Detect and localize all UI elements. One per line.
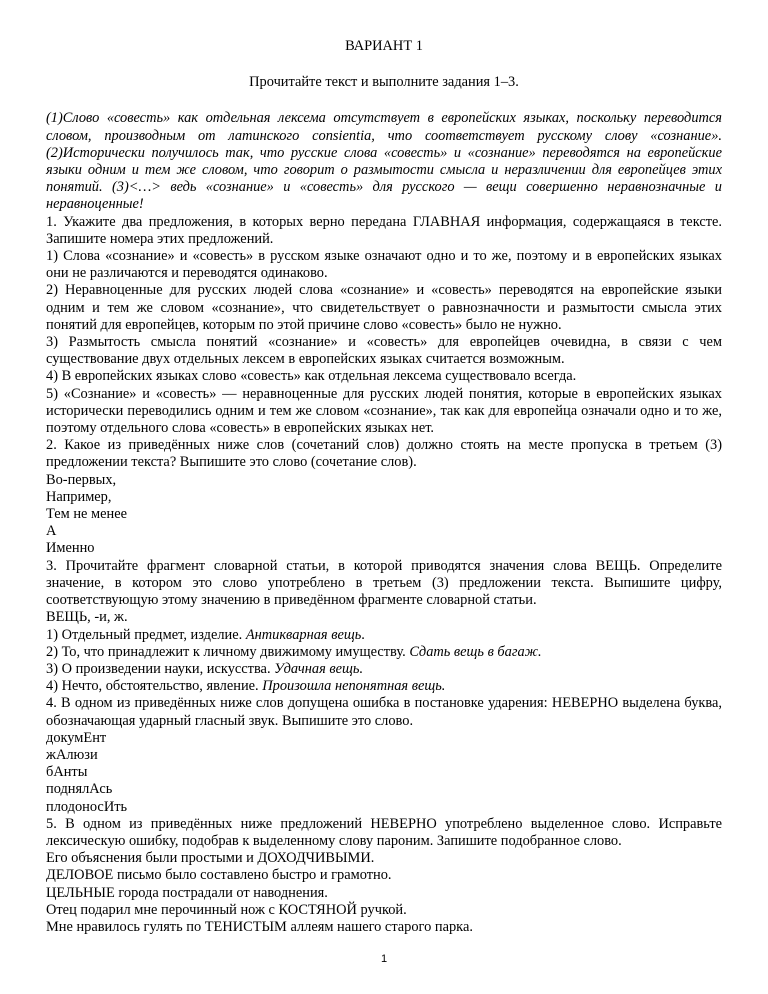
task-2-option: Например, (46, 488, 112, 505)
dictionary-meaning (46, 627, 722, 644)
task-4-word: бАнты (46, 764, 88, 781)
meaning-definition: 3) О произведении науки, искусства. (46, 660, 275, 677)
dictionary-meaning (46, 644, 722, 661)
dictionary-headword: ВЕЩЬ, -и, ж. (46, 609, 128, 626)
meaning-definition: 2) То, что принадлежит к личному движимому имуществу. (46, 643, 410, 660)
task-5-sentence: ЦЕЛЬНЫЕ города пострадали от наводнения. (46, 884, 328, 901)
task-1-option: 3) Размытость смысла понятий «сознание» и «совесть» для европейцев очевидна, в связи с чем существование двух отдельных лексем в европейских языках считается возможным. (46, 334, 722, 368)
meaning-definition: 1) Отдельный предмет, изделие. (46, 626, 246, 643)
task-4-word: докумЕнт (46, 729, 107, 746)
task-4-word: жАлюзи (46, 746, 98, 763)
task-2-option: А (46, 523, 57, 540)
task-2-question: 2. Какое из приведённых ниже слов (сочетаний слов) должно стоять на месте пропуска в третьем (3) предложении текста? Выпишите это слово (сочетание слов). (46, 437, 722, 471)
task-2-option: Во-первых, (46, 471, 117, 488)
task-1-option: 4) В европейских языках слово «совесть» как отдельная лексема существовало всегда. (46, 368, 577, 385)
dictionary-meaning (46, 661, 722, 678)
task-4-word: плодоносИть (46, 798, 128, 815)
task-2-option: Тем не менее (46, 506, 127, 523)
task-5-sentence: Мне нравилось гулять по ТЕНИСТЫМ аллеям нашего старого парка. (46, 918, 473, 935)
document-content (46, 38, 722, 936)
task-3-question: 3. Прочитайте фрагмент словарной статьи, в которой приводятся значения слова ВЕЩЬ. Определите значение, в котором это слово употреблено в третьем (3) предложении текста. Выпишите цифру, соответствующую этому значению в приведённом фрагменте словарной статьи. (46, 557, 722, 609)
task-1-option: 1) Слова «сознание» и «совесть» в русском языке означают одно и то же, поэтому и в европейских языках они не различаются и переводятся одинаково. (46, 248, 722, 282)
meaning-example: Антикварная вещь (245, 626, 362, 643)
meaning-example: Сдать вещь в багаж. (409, 643, 542, 660)
task-5-sentence: ДЕЛОВОЕ письмо было составлено быстро и грамотно. (46, 867, 392, 884)
task-1-option: 2) Неравноценные для русских людей слова «сознание» и «совесть» переводятся на европейские языки одним и тем же словом «сознание», что свидетельствует о равнозначности и размытости смысла этих понятий для европейцев, которым по этой причине слово «совесть» было не нужно. (46, 282, 722, 333)
meaning-example: Произошла непонятная вещь. (262, 678, 446, 695)
dictionary-meaning (46, 678, 722, 695)
task-1-option: 5) «Сознание» и «совесть» — неравноценные для русских людей понятия, которые в европейских языках исторически переводились одним и тем же словом «сознание», так как для европейца означали одно и то же, поэтому отдельного слова «совесть» в европейских языках нет. (46, 385, 722, 437)
meaning-definition: 4) Нечто, обстоятельство, явление. (46, 678, 263, 695)
task-5-question: 5. В одном из приведённых ниже предложений НЕВЕРНО употреблено выделенное слово. Исправьте лексическую ошибку, подобрав к выделенному слову пароним. Запишите подобранное слово. (46, 815, 722, 849)
task-4-question: 4. В одном из приведённых ниже слов допущена ошибка в постановке ударения: НЕВЕРНО выделена буква, обозначающая ударный гласный звук. Выпишите это слово. (46, 695, 722, 729)
task-5-sentence: Его объяснения были простыми и ДОХОДЧИВЫМИ. (46, 850, 375, 867)
task-2-option: Именно (46, 540, 95, 557)
task-4-word: поднялАсь (46, 781, 113, 798)
meaning-end: . (361, 626, 365, 643)
task-5-sentence: Отец подарил мне перочинный нож с КОСТЯНОЙ ручкой. (46, 901, 407, 918)
instruction-line: Прочитайте текст и выполните задания 1–3. (249, 74, 519, 91)
meaning-example: Удачная вещь. (274, 660, 364, 677)
source-text: (1)Слово «совесть» как отдельная лексема отсутствует в европейских языках, поскольку переводится словом, производным от латинского consientia, что соответствует русскому слову «сознание». (2)Исторически получилось так, что русские слова «совесть» и «сознание» переводятся на европейские языки одним и тем же словом, что говорит о размытости смысла и неразличении для европейцев этих понятий. (3)<…> ведь «сознание» и «совесть» для русского — вещи совершенно неравнозначные и неравноценные! (46, 110, 722, 213)
page-number: 1 (380, 953, 388, 965)
variant-title: ВАРИАНТ 1 (345, 38, 423, 54)
task-1-question: 1. Укажите два предложения, в которых верно передана ГЛАВНАЯ информация, содержащаяся в тексте. Запишите номера этих предложений. (46, 213, 722, 247)
